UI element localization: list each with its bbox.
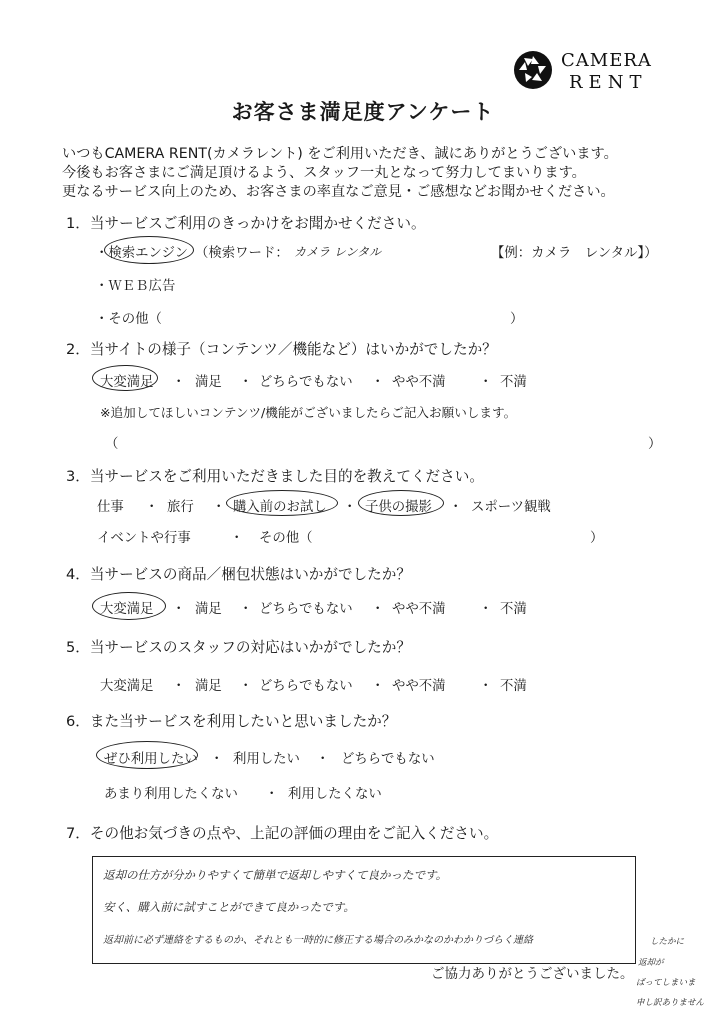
intro-line-2: 今後もお客さまにご満足頂けるよう、スタッフ一丸となって努力してまいります。: [62, 165, 586, 181]
q1-search-word-answer[interactable]: カメラ レンタル: [294, 245, 382, 259]
q1-option-other[interactable]: ・その他（: [95, 312, 162, 327]
q2-option-dissatisfied[interactable]: 不満: [500, 375, 527, 390]
camera-shutter-icon: [513, 50, 553, 90]
separator-dot: ・: [239, 602, 253, 617]
intro-line-3: 更なるサービス向上のため、お客さまの率直なご意見・ご感想などお聞かせください。: [62, 184, 615, 200]
question-6-label: 6．また当サービスを利用したいと思いましたか？: [66, 713, 397, 730]
q2-close-paren: ）: [648, 437, 662, 452]
separator-dot: ・: [479, 679, 493, 694]
q2-note: ※追加してほしいコンテンツ/機能がございましたらご記入お願いします。: [100, 405, 517, 420]
q2-open-paren: （: [105, 437, 119, 452]
q5-option-very-satisfied[interactable]: 大変満足: [100, 679, 154, 694]
q2-option-somewhat-dissatisfied[interactable]: やや不満: [392, 375, 446, 390]
side-note-line-2: 返却が: [638, 958, 664, 968]
side-note-line-3: ばってしまいま: [636, 978, 696, 988]
page-title: お客さま満足度アンケート: [231, 100, 495, 124]
q3-option-children-photo[interactable]: 子供の撮影: [365, 500, 432, 515]
question-4-label: 4．当サービスの商品／梱包状態はいかがでしたか？: [66, 566, 411, 583]
q1-option-web-ad[interactable]: ・ＷＥＢ広告: [95, 279, 176, 294]
q1-option-search-engine[interactable]: ・検索エンジン: [95, 246, 189, 261]
selection-circle: [92, 592, 166, 620]
separator-dot: ・: [172, 602, 186, 617]
q4-option-neutral[interactable]: どちらでもない: [259, 602, 353, 617]
separator-dot: ・: [371, 602, 385, 617]
selection-circle: [226, 490, 338, 516]
q5-option-dissatisfied[interactable]: 不満: [500, 679, 527, 694]
separator-dot: ・: [371, 375, 385, 390]
selection-circle: [92, 365, 158, 391]
separator-dot: ・: [265, 787, 279, 802]
q6-option-neutral[interactable]: どちらでもない: [341, 752, 435, 767]
logo-text-rent: RENT: [569, 72, 648, 93]
q5-option-neutral[interactable]: どちらでもない: [259, 679, 353, 694]
separator-dot: ・: [239, 375, 253, 390]
selection-circle: [104, 236, 194, 264]
question-3-label: 3．当サービスをご利用いただきました目的を教えてください。: [66, 468, 484, 485]
q3-option-other[interactable]: その他（: [259, 531, 313, 546]
q4-option-dissatisfied[interactable]: 不満: [500, 602, 527, 617]
q5-option-somewhat-dissatisfied[interactable]: やや不満: [392, 679, 446, 694]
q6-option-not-use[interactable]: 利用したくない: [288, 787, 382, 802]
separator-dot: ・: [172, 375, 186, 390]
q3-option-events[interactable]: イベントや行事: [97, 531, 191, 546]
separator-dot: ・: [210, 752, 224, 767]
q3-option-work[interactable]: 仕事: [97, 500, 124, 515]
separator-dot: ・: [172, 679, 186, 694]
comment-line-3: 返却前に必ず連絡をするものか、それとも一時的に修正する場合のみかなのかわかりづらく連絡: [103, 935, 533, 946]
question-2-label: 2．当サイトの様子（コンテンツ／機能など）はいかがでしたか？: [66, 341, 497, 358]
separator-dot: ・: [479, 602, 493, 617]
separator-dot: ・: [316, 752, 330, 767]
q2-option-satisfied[interactable]: 満足: [195, 375, 222, 390]
thanks-message: ご協力ありがとうございました。: [431, 966, 634, 982]
q3-option-trial-before-purchase[interactable]: 購入前のお試し: [233, 500, 327, 515]
question-1-label: 1．当サービスご利用のきっかけをお聞かせください。: [66, 215, 426, 232]
comment-box[interactable]: [92, 856, 636, 964]
separator-dot: ・: [239, 679, 253, 694]
camera-rent-logo: [513, 48, 663, 96]
q4-option-satisfied[interactable]: 満足: [195, 602, 222, 617]
question-5-label: 5．当サービスのスタッフの対応はいかがでしたか？: [66, 639, 411, 656]
q6-option-use[interactable]: 利用したい: [233, 752, 300, 767]
q3-option-travel[interactable]: 旅行: [167, 500, 194, 515]
selection-circle: [358, 490, 444, 516]
separator-dot: ・: [145, 500, 159, 515]
q3-option-sports[interactable]: スポーツ観戦: [471, 500, 551, 515]
q2-option-very-satisfied[interactable]: 大変満足: [100, 375, 154, 390]
q5-option-satisfied[interactable]: 満足: [195, 679, 222, 694]
selection-circle: [96, 741, 198, 769]
q4-option-very-satisfied[interactable]: 大変満足: [100, 602, 154, 617]
question-7-label: 7．その他お気づきの点や、上記の評価の理由をご記入ください。: [66, 825, 499, 842]
comment-line-2: 安く、購入前に試すことができて良かったです。: [103, 900, 355, 914]
side-note-line-1: したかに: [650, 937, 685, 947]
q1-other-close-paren: ）: [510, 312, 524, 327]
intro-line-1: いつもCAMERA RENT(カメラレント) をご利用いただき、誠にありがとうございます。: [62, 146, 618, 162]
comment-line-1: 返却の仕方が分かりやすくて簡単で返却しやすくて良かったです。: [103, 868, 448, 882]
q6-option-definitely-use[interactable]: ぜひ利用したい: [104, 752, 198, 767]
q6-option-rather-not-use[interactable]: あまり利用したくない: [104, 787, 238, 802]
q2-option-neutral[interactable]: どちらでもない: [259, 375, 353, 390]
side-note-line-4: 申し訳ありません: [636, 998, 705, 1008]
separator-dot: ・: [212, 500, 226, 515]
q1-search-word-label: （検索ワード：: [195, 246, 289, 261]
q4-option-somewhat-dissatisfied[interactable]: やや不満: [392, 602, 446, 617]
separator-dot: ・: [479, 375, 493, 390]
separator-dot: ・: [343, 500, 357, 515]
logo-text-camera: CAMERA: [561, 50, 652, 71]
separator-dot: ・: [230, 531, 244, 546]
separator-dot: ・: [449, 500, 463, 515]
q1-example: 【例：カメラ レンタル】）: [491, 246, 658, 261]
separator-dot: ・: [371, 679, 385, 694]
q3-close-paren: ）: [590, 531, 604, 546]
